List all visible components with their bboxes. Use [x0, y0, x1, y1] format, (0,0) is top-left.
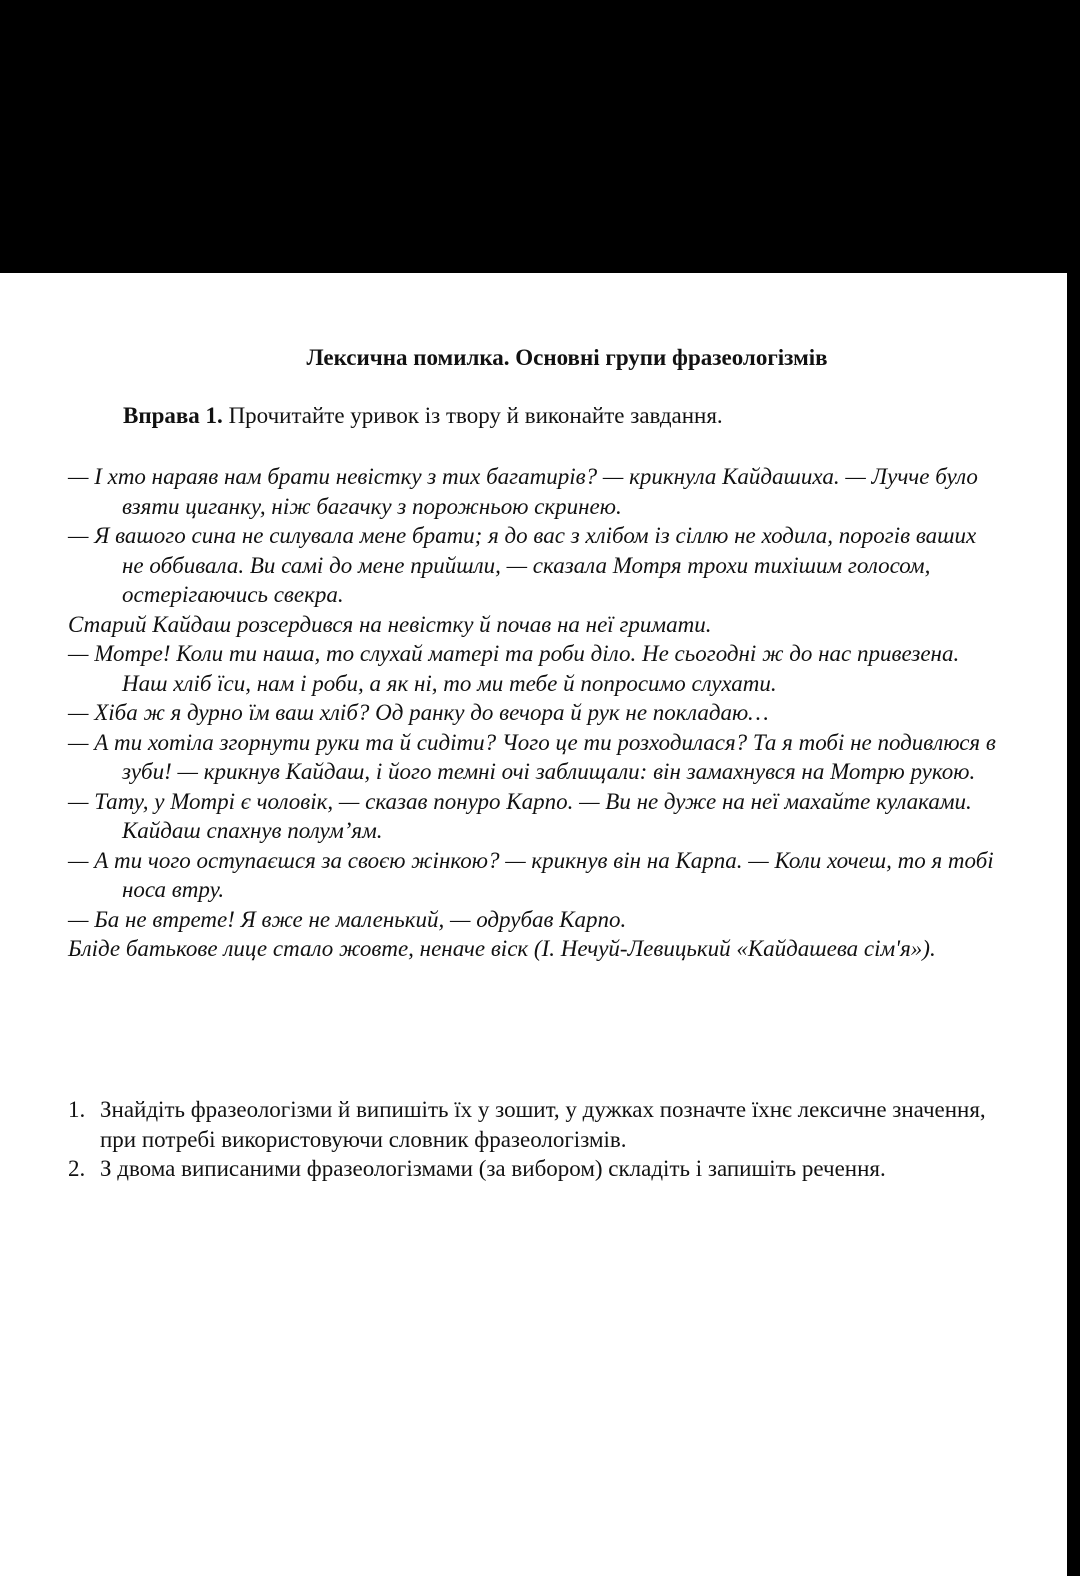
passage-line: — Мотре! Коли ти наша, то слухай матері та роби діло. Не сьогодні ж до нас привезена. Наш хліб їси, нам і роби, а як ні, то ми тебе й попросимо слухати. — [68, 641, 960, 696]
passage-line: — Тату, у Мотрі є чоловік, — сказав понуро Карпо. — Ви не дуже на неї махайте кулаками. Кайдаш спахнув полум’ям. — [68, 788, 972, 843]
task-item — [68, 1095, 1003, 1154]
passage-line: Бліде батькове лице стало жовте, неначе віск (І. Нечуй-Левицький «Кайдашева сім'я»). — [68, 936, 936, 961]
passage-line: — І хто нараяв нам брати невістку з тих багатирів? — крикнула Кайдашиха. — Лучче було взяти циганку, ніж багачку з порожньою скринею. — [68, 464, 978, 519]
passage-line: — А ти чого оступаєшся за своєю жінкою? — крикнув він на Карпа. — Коли хочеш, то я тобі носа втру. — [68, 847, 994, 902]
passage-line: — А ти хотіла згорнути руки та й сидіти? Чого це ти розходилася? Та я тобі не подивлюся в зуби! — крикнув Кайдаш, і його темні очі заблищали: він замахнувся на Мотрю рукою. — [68, 729, 996, 784]
exercise-instruction — [123, 401, 723, 431]
page-title: Лексична помилка. Основні групи фразеологізмів — [306, 345, 828, 370]
exercise-text: Прочитайте уривок із твору й виконайте завдання. — [228, 403, 723, 428]
task-number: 1. — [68, 1097, 86, 1122]
task-item — [68, 1154, 1003, 1184]
task-text: З двома виписаними фразеологізмами (за вибором) складіть і запишіть речення. — [100, 1156, 886, 1181]
task-text: Знайдіть фразеологізми й випишіть їх у зошит, у дужках позначте їхнє лексичне значення, при потребі використовуючи словник фразеологізмів. — [100, 1097, 986, 1152]
passage-line: — Я вашого сина не силувала мене брати; я до вас з хлібом із сіллю не ходила, порогів ваших не оббивала. Ви самі до мене прийшли, — сказала Мотря трохи тихішим голосом, остерігаючись свекра. — [68, 523, 977, 607]
passage-line: Старий Кайдаш розсердився на невістку й почав на неї гримати. — [68, 611, 712, 637]
document-page — [0, 273, 1067, 1576]
passage-line: — Хіба ж я дурно їм ваш хліб? Од ранку до вечора й рук не покладаю… — [68, 700, 769, 725]
task-list — [68, 1095, 1003, 1184]
literary-passage — [68, 462, 1003, 964]
right-black-band — [1067, 273, 1080, 1576]
exercise-label: Вправа 1. — [123, 403, 223, 428]
passage-line: — Ба не втрете! Я вже не маленький, — одрубав Карпо. — [68, 906, 627, 932]
task-number: 2. — [68, 1156, 86, 1181]
top-black-band — [0, 0, 1080, 273]
